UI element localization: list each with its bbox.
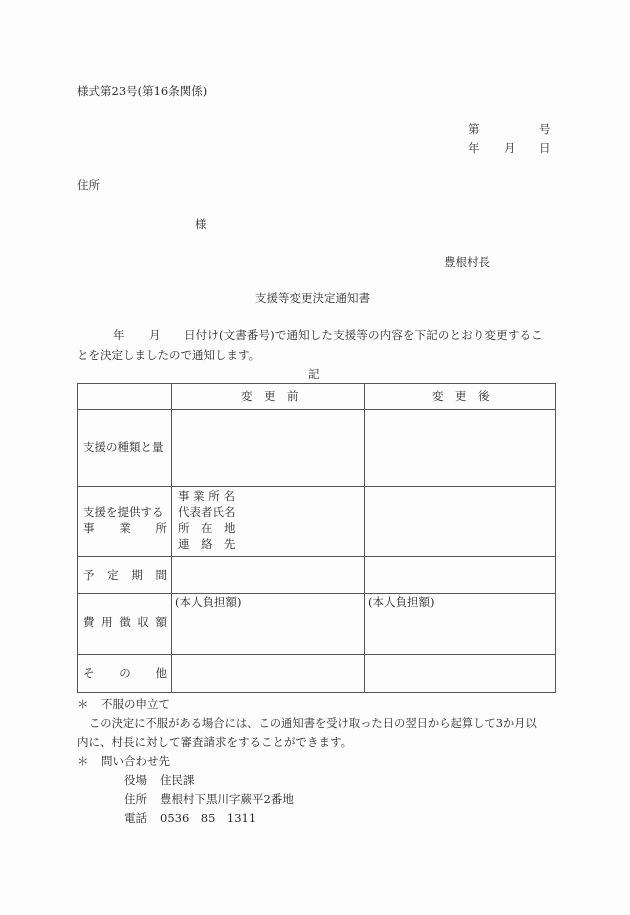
label-char: 費 (83, 615, 95, 629)
table-border-left (77, 383, 78, 693)
fee-after-note: (本人負担額) (368, 595, 435, 609)
contact-office-label: 役場 (124, 773, 147, 787)
body-year: 年 (113, 328, 125, 342)
label-char: 所 (155, 521, 167, 535)
label-char: 定 (107, 568, 119, 582)
table-border-top (77, 383, 556, 384)
label-char: 他 (155, 666, 167, 680)
table-border-bottom (77, 692, 556, 693)
date-day: 日 (539, 141, 551, 155)
appeal-mark: ＊ (77, 697, 89, 711)
table-border (77, 556, 556, 557)
label-char: 徴 (119, 615, 131, 629)
table-divider (364, 383, 365, 693)
change-table (77, 383, 556, 693)
issuer: 豊根村長 (444, 255, 490, 269)
row-label-provider-line2 (83, 523, 167, 535)
table-border (77, 654, 556, 655)
provider-field-contact: 連 絡 先 (178, 537, 236, 551)
body-month: 月 (149, 328, 161, 342)
date-month: 月 (504, 141, 516, 155)
provider-field-location: 所 在 地 (178, 521, 236, 535)
fee-before-note: (本人負担額) (175, 595, 242, 609)
provider-field-representative: 代表者氏名 (178, 505, 236, 519)
table-border (77, 593, 556, 594)
row-label-provider-line1: 支援を提供する (83, 505, 164, 519)
doc-number-suffix: 号 (539, 122, 551, 136)
form-id: 様式第23号(第16条関係) (77, 84, 208, 98)
header-before: 変 更 前 (241, 389, 299, 403)
label-char: 用 (101, 615, 113, 629)
body-line2: とを決定しましたので通知します。 (77, 348, 261, 362)
contact-phone-value: 0536 85 1311 (160, 811, 257, 825)
contact-phone-label: 電話 (124, 811, 147, 825)
table-border (77, 409, 556, 410)
date-year: 年 (468, 141, 480, 155)
body-line1: 日付け(文書番号)で通知した支援等の内容を下記のとおり変更するこ (184, 328, 543, 342)
appeal-heading: 不服の申立て (101, 697, 170, 711)
appeal-line1: この決定に不服がある場合には、この通知書を受け取った日の翌日から起算して3か月以 (89, 717, 537, 730)
recipient-honorific: 様 (195, 217, 207, 231)
row-label-other (83, 668, 167, 680)
table-divider (171, 383, 172, 693)
provider-field-name: 事 業 所 名 (178, 489, 235, 503)
label-char: 期 (131, 568, 143, 582)
table-border-right (555, 383, 556, 693)
label-char: 業 (119, 521, 131, 535)
row-label-fee (83, 617, 167, 629)
table-border (77, 486, 556, 487)
label-char: 収 (137, 615, 149, 629)
contact-mark: ＊ (77, 754, 89, 768)
ki-heading: 記 (308, 367, 320, 381)
label-char: 額 (155, 615, 167, 629)
contact-heading: 問い合わせ先 (101, 754, 170, 768)
row-label-kind: 支援の種類と量 (83, 440, 164, 454)
label-char: の (119, 666, 131, 680)
row-label-period (83, 570, 167, 582)
label-char: 間 (155, 568, 167, 582)
contact-address-label: 住所 (124, 792, 147, 806)
document-title: 支援等変更決定通知書 (255, 291, 370, 305)
label-char: 予 (83, 568, 95, 582)
recipient-address-label: 住所 (77, 178, 100, 192)
header-after: 変 更 後 (432, 389, 490, 403)
contact-office-value: 住民課 (160, 773, 195, 787)
label-char: 事 (83, 521, 95, 535)
doc-number-prefix: 第 (468, 122, 480, 136)
contact-address-value: 豊根村下黒川字蕨平2番地 (160, 792, 294, 806)
label-char: そ (83, 666, 95, 680)
appeal-line2: 内に、村長に対して審査請求をすることができます。 (77, 735, 353, 749)
